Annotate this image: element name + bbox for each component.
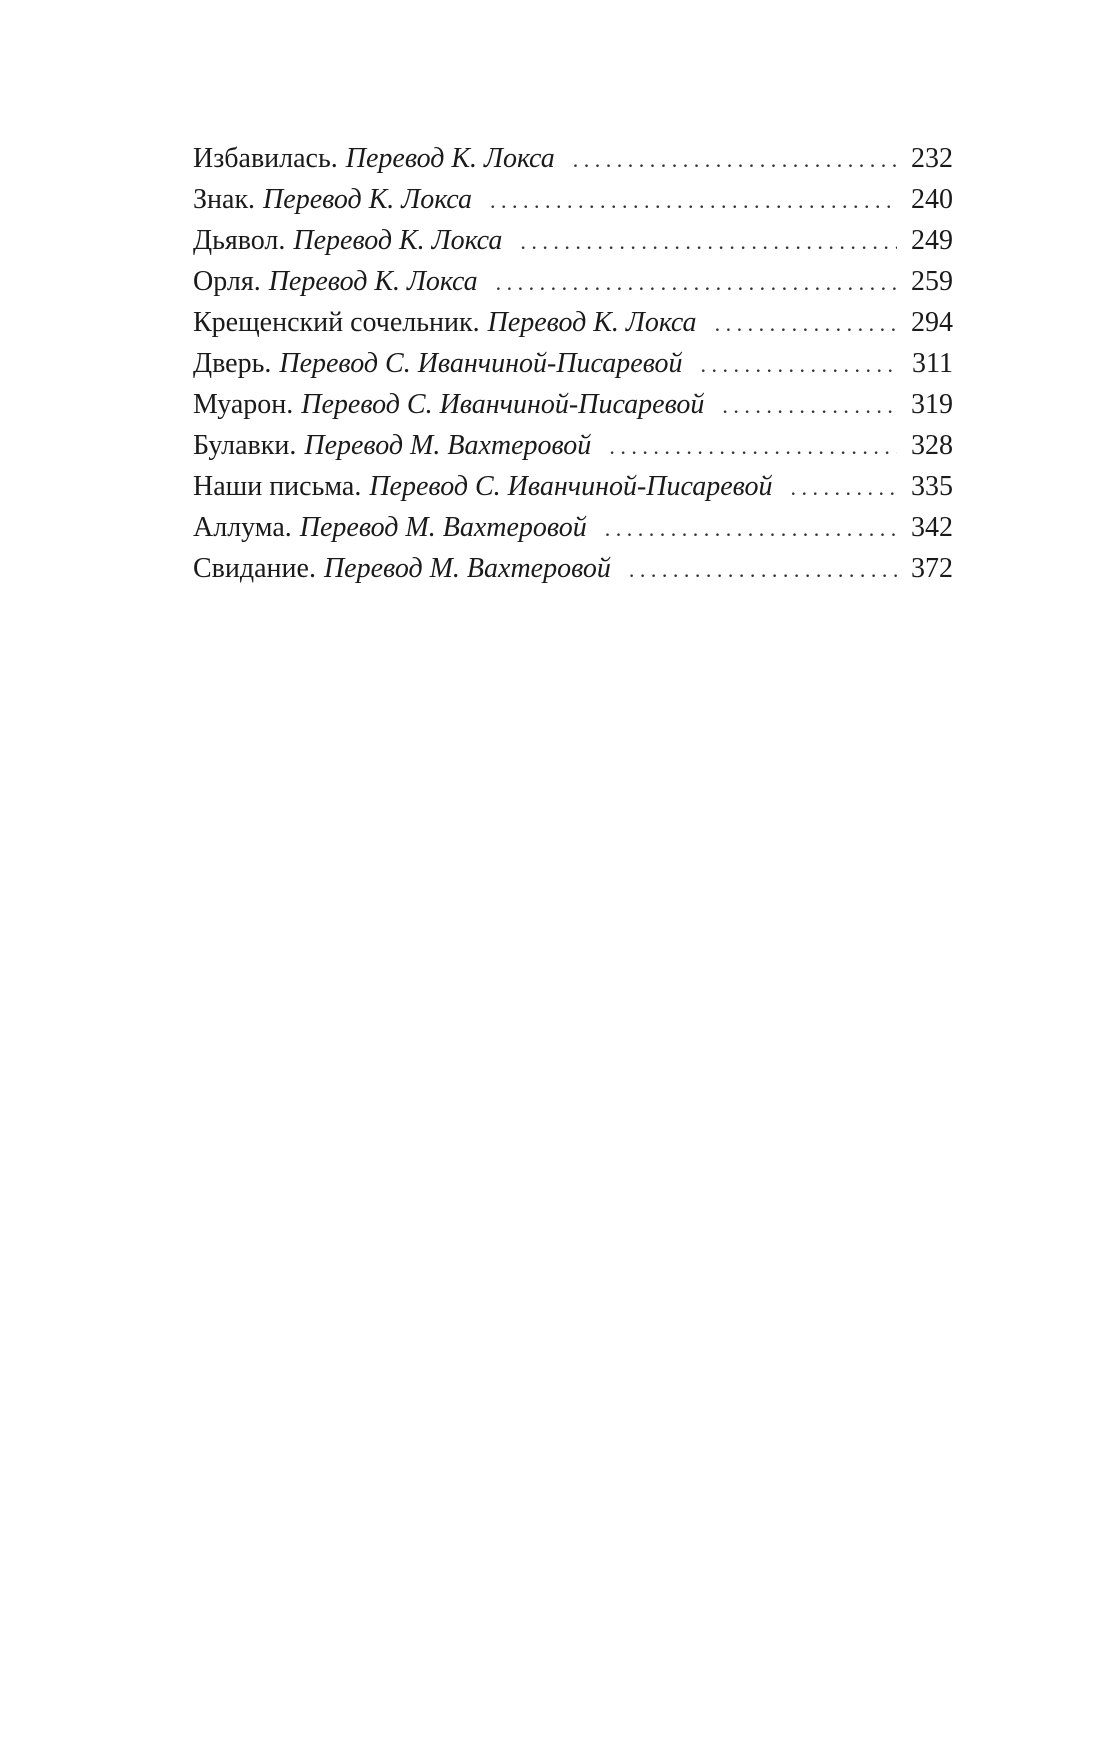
dot-leader [629,549,897,590]
dot-leader [605,508,897,549]
dot-leader [573,139,897,180]
toc-entry-title: Дьявол. [193,225,286,256]
toc-entry-page-number: 342 [911,512,953,543]
toc-entry-page-number: 259 [911,266,953,297]
toc-entry-page-number: 328 [911,430,953,461]
toc-entry[interactable] [193,384,953,425]
toc-entry[interactable] [193,220,953,261]
toc-entry-title: Муарон. [193,389,294,420]
toc-entry[interactable] [193,548,953,589]
toc-entry[interactable] [193,343,953,384]
toc-entry-page-number: 294 [911,307,953,338]
toc-entry[interactable] [193,425,953,466]
toc-entry-page-number: 240 [911,184,953,215]
dot-leader [609,426,897,467]
toc-entry-title: Орля. [193,266,261,297]
toc-entry-translator: Перевод К. Локса [345,143,555,174]
toc-entry-translator: Перевод М. Вахтеровой [304,430,592,461]
dot-leader [790,467,897,508]
toc-entry[interactable] [193,138,953,179]
toc-entry-page-number: 335 [911,471,953,502]
toc-entry-page-number: 232 [911,143,953,174]
dot-leader [496,262,897,303]
toc-entry-title: Крещенский сочельник. [193,307,480,338]
dot-leader [490,180,897,221]
toc-entry-title: Дверь. [193,348,272,379]
toc-entry[interactable] [193,507,953,548]
toc-entry-translator: Перевод К. Локса [293,225,503,256]
dot-leader [700,344,897,385]
toc-entry[interactable] [193,302,953,343]
toc-entry-translator: Перевод М. Вахтеровой [323,553,611,584]
toc-entry[interactable] [193,261,953,302]
toc-entry-title: Знак. [193,184,256,215]
toc-entry-translator: Перевод С. Иванчиной-Писаревой [301,389,705,420]
toc-entry-title: Наши письма. [193,471,362,502]
table-of-contents [193,138,953,589]
toc-entry-page-number: 372 [911,553,953,584]
dot-leader [715,303,897,344]
toc-entry-translator: Перевод К. Локса [268,266,478,297]
toc-entry-translator: Перевод К. Локса [263,184,472,215]
toc-entry-page-number: 319 [911,389,953,420]
dot-leader [722,385,897,426]
toc-entry-page-number: 311 [912,348,953,379]
toc-entry-title: Свидание. [193,553,316,584]
toc-entry-title: Избавилась. [193,143,338,174]
toc-entry[interactable] [193,466,953,507]
toc-entry-translator: Перевод С. Иванчиной-Писаревой [369,471,773,502]
toc-entry-translator: Перевод С. Иванчиной-Писаревой [279,348,683,379]
toc-entry-title: Аллума. [193,512,292,543]
dot-leader [520,221,897,262]
toc-entry-translator: Перевод М. Вахтеровой [299,512,587,543]
toc-entry-page-number: 249 [911,225,953,256]
toc-entry[interactable] [193,179,953,220]
toc-entry-translator: Перевод К. Локса [487,307,697,338]
toc-entry-title: Булавки. [193,430,297,461]
